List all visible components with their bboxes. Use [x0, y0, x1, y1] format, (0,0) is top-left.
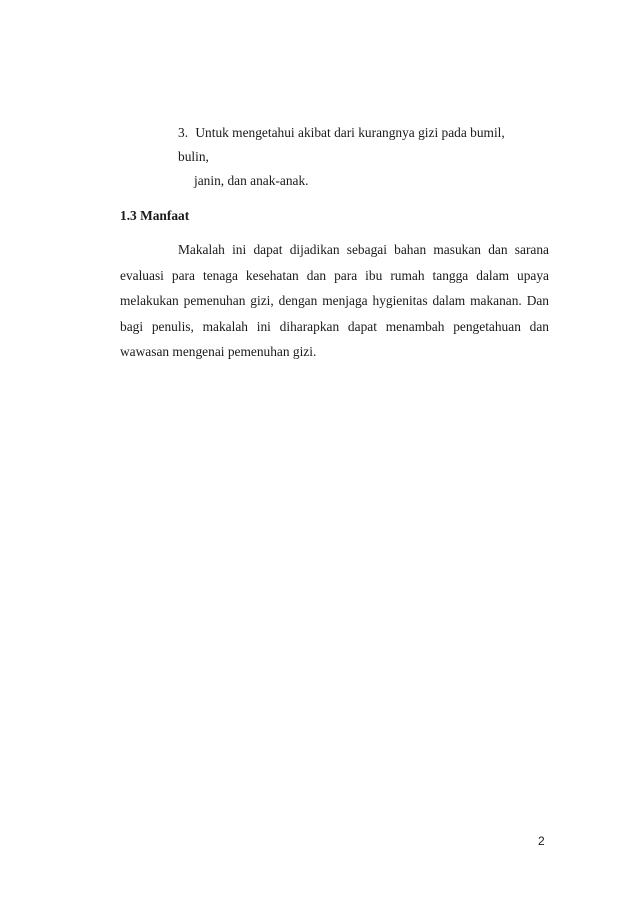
list-item-line-1: Untuk mengetahui akibat dari kurangnya gizi pada bumil, bulin, [178, 125, 505, 164]
section-heading: 1.3 Manfaat [120, 208, 190, 223]
list-item-number: 3. [178, 125, 189, 140]
list-item-line-2: janin, dan anak-anak. [194, 173, 309, 188]
page-number: 2 [538, 834, 545, 848]
objective-list-item-3 [178, 121, 538, 193]
section-paragraph: Makalah ini dapat dijadikan sebagai bahan masukan dan sarana evaluasi para tenaga kesehatan dan para ibu rumah tangga dalam upaya melakukan pemenuhan gizi, dengan menjaga hygienitas dalam makanan. Dan bagi penulis, makalah ini diharapkan dapat menambah pengetahuan dan wawasan mengenai pemenuhan gizi. [120, 242, 549, 359]
